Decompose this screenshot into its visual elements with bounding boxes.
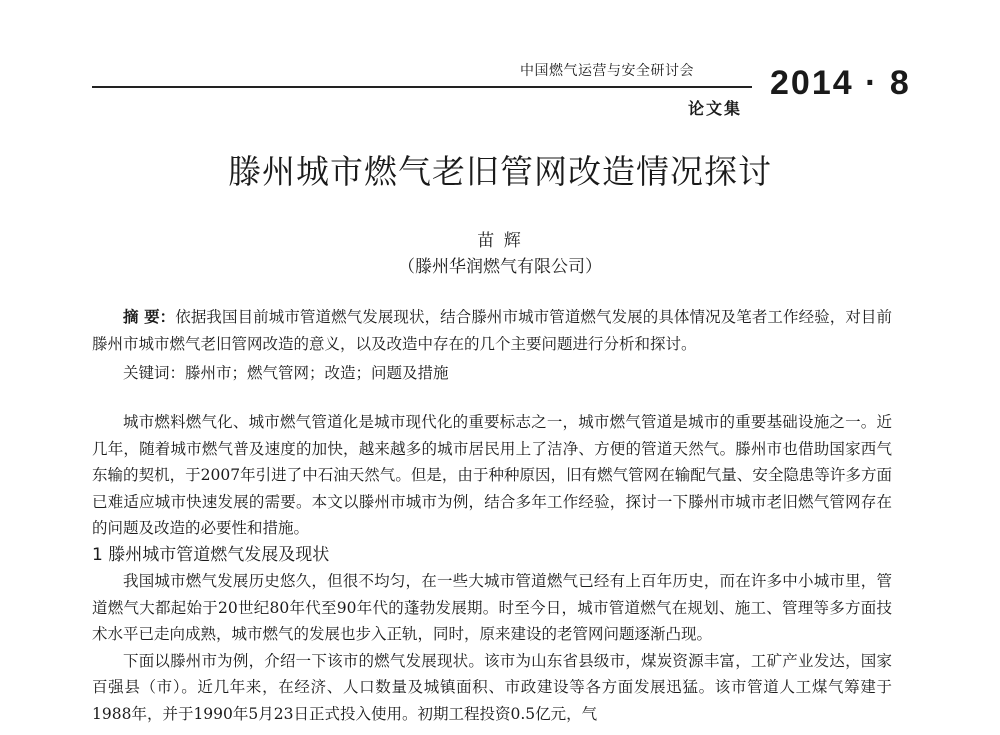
running-header-year: 2014 · 8 — [770, 64, 911, 102]
abstract-label: 摘 要： — [123, 307, 176, 326]
paper-title: 滕州城市燃气老旧管网改造情况探讨 — [228, 152, 772, 191]
author-name: 苗 辉 — [477, 231, 523, 251]
keywords-text: 滕州市；燃气管网；改造；问题及措施 — [185, 364, 449, 382]
keywords-label: 关键词： — [123, 364, 186, 382]
running-header-collection: 论文集 — [688, 99, 743, 118]
keywords — [92, 360, 892, 387]
section-1-paragraph-1: 我国城市燃气发展历史悠久，但很不均匀，在一些大城市管道燃气已经有上百年历史，而在许多中小城市里，管道燃气大都起始于20世纪80年代至90年代的蓬勃发展期。时至今日，城市管道燃气在规划、施工、管理等多方面技术水平已走向成熟，城市燃气的发展也步入正轨，同时，原来建设的老管网问题逐渐凸现。 — [92, 572, 892, 643]
author-affiliation: （滕州华润燃气有限公司） — [398, 257, 602, 277]
running-header-conference: 中国燃气运营与安全研讨会 — [520, 63, 694, 79]
abstract — [92, 304, 892, 357]
intro-paragraph: 城市燃料燃气化、城市燃气管道化是城市现代化的重要标志之一，城市燃气管道是城市的重要基础设施之一。近几年，随着城市燃气普及速度的加快，越来越多的城市居民用上了洁净、方便的管道天然气。滕州市也借助国家西气东输的契机，于2007年引进了中石油天然气。但是，由于种种原因，旧有燃气管网在输配气量、安全隐患等许多方面已难适应城市快速发展的需要。本文以滕州市城市为例，结合多年工作经验，探讨一下滕州市城市老旧燃气管网存在的问题及改造的必要性和措施。 — [92, 413, 892, 537]
abstract-text: 依据我国目前城市管道燃气发展现状，结合滕州市城市管道燃气发展的具体情况及笔者工作经验，对目前滕州市城市燃气老旧管网改造的意义，以及改造中存在的几个主要问题进行分析和探讨。 — [92, 308, 892, 353]
body-text — [92, 409, 892, 727]
running-header-rule — [92, 86, 752, 88]
section-1-heading: 1 滕州城市管道燃气发展及现状 — [92, 544, 330, 565]
section-1-paragraph-2: 下面以滕州市为例，介绍一下该市的燃气发展现状。该市为山东省县级市，煤炭资源丰富，工矿产业发达，国家百强县（市）。近几年来，在经济、人口数量及城镇面积、市政建设等各方面发展迅猛。该市管道人工煤气筹建于1988年，并于1990年5月23日正式投入使用。初期工程投资0.5亿元，气 — [92, 651, 892, 723]
